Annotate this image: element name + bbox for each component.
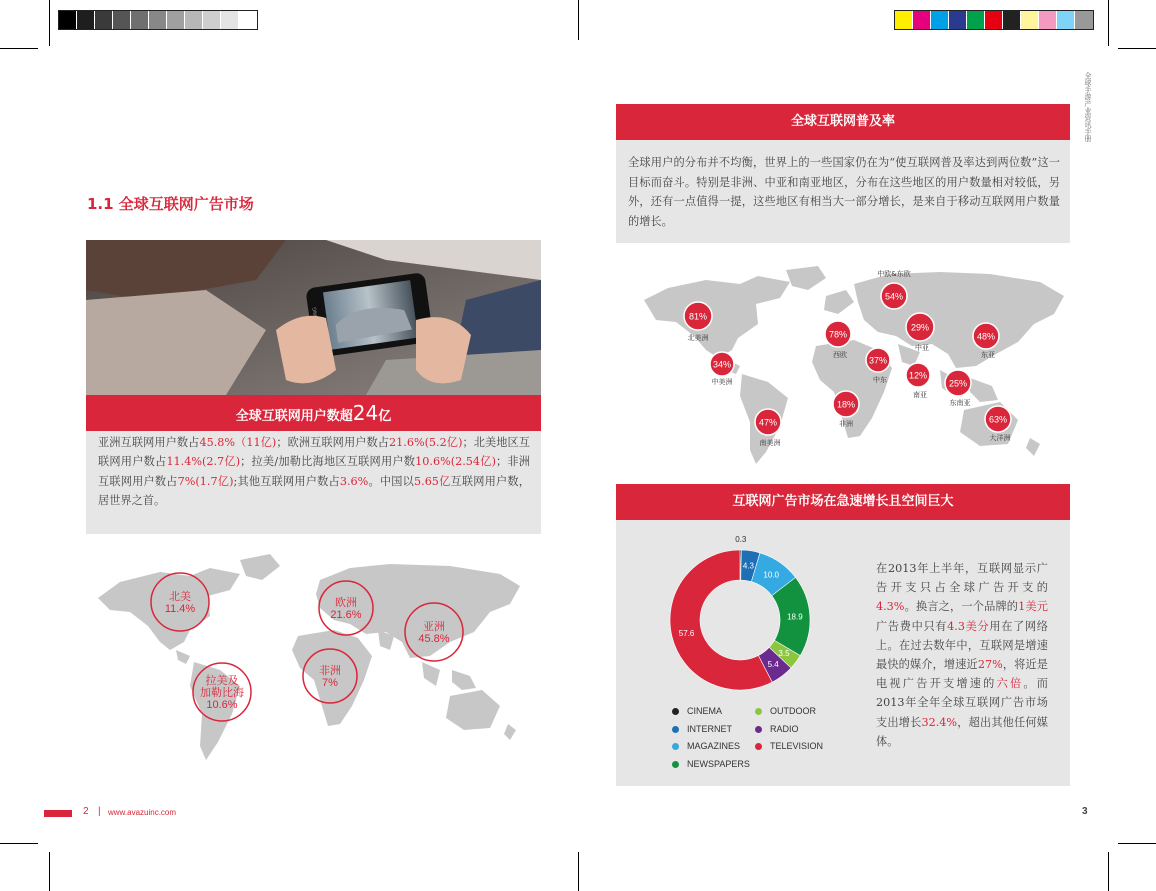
- body-text: 用在了网络上。在过去数年中，互联网是增速最快的媒介，增速近: [876, 619, 1048, 672]
- legend-item-outdoor: [755, 706, 816, 716]
- legend-item-cinema: [672, 706, 722, 716]
- penetration-region-name: 南美洲: [759, 439, 781, 447]
- legend-swatch: [672, 708, 679, 715]
- penetration-banner: 全球互联网普及率: [616, 104, 1070, 140]
- hero-photo: [86, 240, 541, 395]
- banner-prefix: 全球互联网用户数超: [235, 409, 353, 424]
- donut-data-label: 0.3: [735, 535, 747, 545]
- body-text: 互联网用户数，居世界之首。: [98, 474, 530, 508]
- ad-market-banner: 互联网广告市场在急速增长且空间巨大: [616, 484, 1070, 520]
- legend-label: OUTDOOR: [770, 706, 816, 716]
- donut-data-label: 4.3: [742, 561, 754, 571]
- body-text: 广告费中只有: [876, 619, 948, 633]
- footer-divider: |: [98, 806, 101, 817]
- penetration-value: 78%: [828, 329, 848, 340]
- body-text: ，将近是电视广告开支增速的: [876, 658, 1048, 691]
- legend-label: MAGAZINES: [687, 741, 741, 751]
- donut-data-label: 10.0: [763, 570, 779, 580]
- legend-swatch: [755, 726, 762, 733]
- legend-swatch: [672, 743, 679, 750]
- legend-swatch: [755, 708, 762, 715]
- highlight-text: 32.4%: [921, 715, 958, 729]
- region-value: 7%: [322, 677, 338, 689]
- penetration-region-name: 非洲: [839, 420, 853, 428]
- penetration-value: 81%: [688, 311, 708, 322]
- section-title: 1.1 全球互联网广告市场: [87, 195, 254, 213]
- region-name: 亚洲: [423, 620, 445, 633]
- penetration-region-name: 中东: [873, 376, 887, 384]
- page-number-left: 2: [83, 806, 89, 817]
- highlight-text: 3.6%: [339, 474, 369, 488]
- footer-url[interactable]: www.avazuinc.com: [108, 808, 177, 817]
- highlight-text: 21.6%(5.2亿): [389, 436, 463, 449]
- body-text: 亚洲互联网用户数占: [98, 436, 200, 449]
- penetration-value: 37%: [868, 355, 888, 366]
- footer-red-bar: [44, 810, 72, 817]
- penetration-region-name: 大洋洲: [989, 434, 1011, 442]
- penetration-value: 54%: [884, 291, 904, 302]
- legend-label: NEWSPAPERS: [687, 758, 750, 769]
- region-value: 11.4%: [164, 603, 196, 615]
- region-value: 10.6%: [206, 699, 238, 711]
- penetration-region-name: 南亚: [913, 391, 927, 399]
- highlight-text: 27%: [977, 658, 1003, 672]
- body-text: ；拉美/加勒比海地区互联网用户数: [240, 455, 416, 469]
- penetration-value: 18%: [836, 399, 856, 410]
- highlight-text: 7%(1.7亿): [177, 474, 234, 488]
- users-world-map: [90, 546, 530, 772]
- penetration-value: 34%: [712, 359, 732, 370]
- penetration-value: 63%: [988, 414, 1008, 425]
- legend-item-internet: [672, 724, 732, 734]
- donut-data-label: 3.5: [778, 649, 790, 659]
- body-text: 。换言之，一个品牌的: [904, 600, 1019, 614]
- region-name: 拉美及: [205, 674, 239, 687]
- legend-label: INTERNET: [687, 723, 732, 734]
- legend-label: CINEMA: [687, 706, 723, 716]
- body-text: 。而2013年全年全球互联网广告市场支出增长: [876, 677, 1048, 729]
- legend-item-newspapers: [672, 759, 750, 769]
- ad-market-paragraph: [876, 559, 1048, 751]
- penetration-value: 47%: [758, 417, 778, 428]
- penetration-value: 12%: [908, 370, 928, 381]
- highlight-text: 4.3%: [876, 600, 905, 614]
- region-value: 45.8%: [418, 633, 450, 645]
- highlight-text: 1美元: [1018, 600, 1048, 614]
- body-text: ；非洲互联网用户数占: [98, 455, 530, 488]
- legend-swatch: [672, 726, 679, 733]
- penetration-value: 48%: [976, 331, 996, 342]
- penetration-region-name: 中欧&东欧: [877, 270, 911, 278]
- legend-item-radio: [755, 724, 799, 734]
- penetration-region-name: 东亚: [981, 351, 995, 359]
- color-bar: [894, 10, 1094, 30]
- penetration-value: 25%: [948, 378, 968, 389]
- body-text: 。中国以: [368, 474, 415, 488]
- region-name: 非洲: [319, 664, 341, 677]
- highlight-text: 4.3美分: [947, 619, 990, 633]
- donut-data-label: 57.6: [678, 629, 695, 639]
- legend-item-television: [755, 741, 823, 751]
- body-text: ;其他互联网用户数占: [233, 474, 340, 488]
- highlight-text: 45.8%（11亿): [199, 436, 277, 449]
- penetration-region-name: 东南亚: [949, 399, 971, 407]
- page-number-right: 3: [1082, 806, 1088, 817]
- penetration-value: 29%: [910, 322, 930, 333]
- donut-data-label: 5.4: [767, 659, 779, 669]
- body-text: ；北美地区互联网用户数占: [98, 436, 530, 469]
- penetration-region-name: 中亚: [915, 344, 929, 352]
- highlight-text: 10.6%(2.54亿): [415, 455, 496, 469]
- donut-data-label: 18.9: [787, 612, 803, 622]
- ad-spend-donut-chart: [640, 530, 840, 700]
- banner-big-number: 24: [352, 401, 379, 425]
- legend-item-magazines: [672, 741, 740, 751]
- legend-swatch: [755, 743, 762, 750]
- region-name: 欧洲: [335, 596, 357, 609]
- region-name: 加勒比海: [200, 686, 244, 699]
- body-text: ；欧洲互联网用户数占: [276, 436, 390, 449]
- penetration-region-name: 中美洲: [711, 378, 733, 386]
- penetration-paragraph: 全球用户的分布并不均衡，世界上的一些国家仍在为“使互联网普及率达到两位数”这一目标而奋斗。特别是非洲、中亚和南亚地区，分布在这些地区的用户数量相对较低，另外，还有一点值得一提，这些地区有相当大一部分增长，是来自于移动互联网用户数量的增长。: [628, 156, 1060, 228]
- body-text: 在2013年上半年，互联网显示广告开支只占全球广告开支的: [876, 562, 1048, 595]
- region-name: 北美: [169, 590, 191, 603]
- users-paragraph: [98, 433, 530, 511]
- region-value: 21.6%: [330, 609, 362, 621]
- legend-label: TELEVISION: [770, 741, 824, 751]
- body-text: ，超出其他任何媒体。: [876, 715, 1048, 748]
- penetration-world-map: [640, 262, 1070, 466]
- highlight-text: 11.4%(2.7亿): [166, 455, 241, 469]
- penetration-region-name: 北美洲: [687, 334, 709, 342]
- highlight-text: 5.65亿: [414, 474, 451, 488]
- legend-label: RADIO: [770, 723, 799, 734]
- legend-swatch: [672, 761, 679, 768]
- users-banner: [86, 395, 541, 431]
- banner-suffix: 亿: [378, 409, 392, 424]
- highlight-text: 六倍: [996, 677, 1024, 691]
- grayscale-bar: [58, 10, 258, 30]
- penetration-region-name: 西欧: [833, 351, 847, 359]
- side-title: 全球手游产业资讯手册: [1084, 72, 1092, 142]
